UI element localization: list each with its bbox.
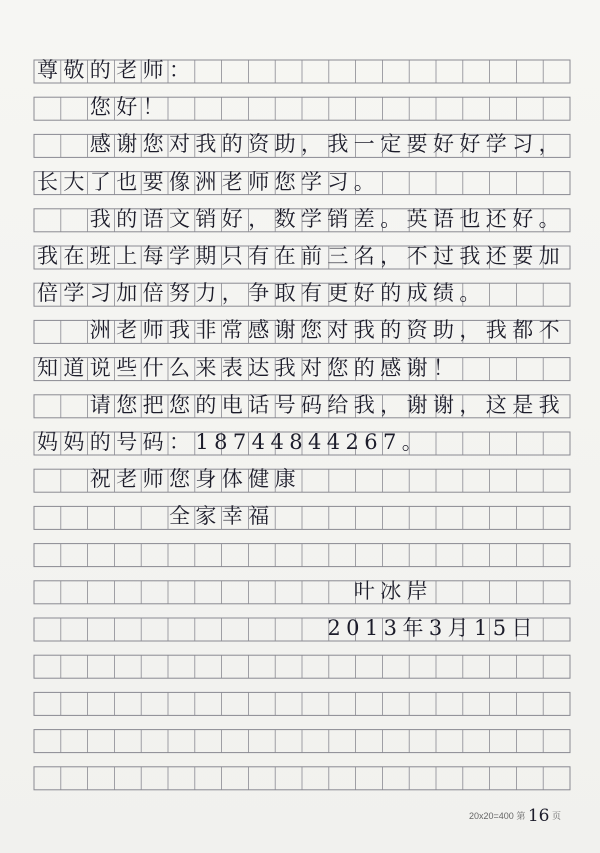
letter-line: 您好！ <box>37 95 169 120</box>
grid-row <box>34 544 570 567</box>
page-prefix: 第 <box>516 811 526 821</box>
page-footer <box>469 804 561 824</box>
letter-line: 长大了也要像洲老师您学习。 <box>37 169 381 194</box>
grid-row <box>34 767 570 790</box>
grid-row <box>34 655 570 678</box>
letter-line: 全家幸福 <box>37 504 275 529</box>
grid-spec: 20x20=400 <box>469 811 514 821</box>
letter-line: 感谢您对我的资助，我一定要好好学习， <box>37 132 565 157</box>
grid-row <box>34 730 570 753</box>
page-suffix: 页 <box>552 811 562 821</box>
letter-line: 洲老师我非常感谢您对我的资助，我都不 <box>37 318 565 343</box>
letter-line: 妈妈的号码：18744844267。 <box>37 430 429 454</box>
letter-line: 请您把您的电话号码给我，谢谢，这是我 <box>37 392 565 417</box>
grid-row <box>34 692 570 715</box>
page-number: 16 <box>527 806 550 826</box>
letter-line: 我在班上每学期只有在前三名，不过我还要加 <box>37 244 565 268</box>
letter-line: 尊敬的老师： <box>37 58 196 82</box>
letter-line: 叶冰岸 <box>37 578 433 603</box>
letter-line: 我的语文销好，数学销差。英语也还好。 <box>37 206 565 231</box>
letter-line: 知道说些什么来表达我对您的感谢！ <box>37 355 460 380</box>
letter-line: 2013年3月15日 <box>37 616 538 640</box>
letter-line: 倍学习加倍努力，争取有更好的成绩。 <box>37 281 486 306</box>
letter-line: 祝老师您身体健康 <box>37 467 301 492</box>
